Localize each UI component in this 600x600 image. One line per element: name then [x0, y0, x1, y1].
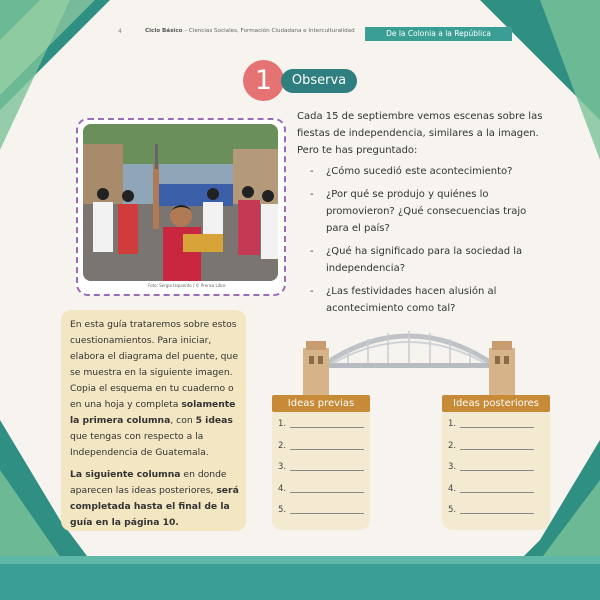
instructions-paragraph-1: En esta guía trataremos sobre estos cuestionamientos. Para iniciar, elabora el diagrama del puente, que se muestra en la siguiente imagen. Copia el esquema en tu cuaderno o en una hoja y completa solamente la primera columna, con 5 ideas que tengas con respecto a la Independencia de Guatemala. [70, 319, 238, 458]
list-item: 5. [448, 503, 536, 525]
list-item: - ¿Qué ha significado para la sociedad la independencia? [310, 246, 523, 274]
bridge-illustration [298, 326, 520, 396]
instructions-paragraph-2: La siguiente columna en donde aparecen las ideas posteriores, será completada hasta el final de la guía en la página 10. [70, 469, 239, 528]
ideas-previas-title: Ideas previas [272, 395, 370, 412]
list-item: 4. [448, 482, 536, 504]
page-number: 4 [118, 28, 122, 35]
ideas-previas-box [272, 395, 370, 530]
list-item: 5. [278, 503, 366, 525]
list-item: 3. [448, 460, 536, 482]
list-item: 4. [278, 482, 366, 504]
unit-title: De la Colonia a la República [365, 27, 512, 41]
ideas-posteriores-title: Ideas posteriores [442, 395, 550, 412]
ideas-posteriores-box [442, 395, 550, 530]
section-title: Observa [281, 69, 357, 93]
series-title: Ciclo Básico – Ciencias Sociales, Formación Ciudadana e Interculturalidad [145, 28, 355, 34]
ideas-posteriores-list [448, 417, 536, 525]
question-list [310, 163, 550, 323]
list-item: - ¿Por qué se produjo y quiénes lo promovieron? ¿Qué consecuencias trajo para el país? [310, 189, 527, 234]
list-item: - ¿Cómo sucedió este acontecimiento? [310, 166, 513, 177]
list-item: 1. [278, 417, 366, 439]
parade-photo [83, 124, 278, 281]
page-header [118, 27, 512, 41]
photo-caption: Foto: Sergio Izquierdo / © Prensa Libre [148, 283, 226, 288]
section-number: 1 [243, 60, 284, 101]
list-item: 1. [448, 417, 536, 439]
list-item: 3. [278, 460, 366, 482]
list-item: 2. [448, 439, 536, 461]
instructions-text [70, 317, 242, 537]
list-item: 2. [278, 439, 366, 461]
list-item: - ¿Las festividades hacen alusión al acontecimiento como tal? [310, 286, 497, 314]
intro-text: Cada 15 de septiembre vemos escenas sobre las fiestas de independencia, similares a la imagen. Pero te has preguntado: [297, 111, 543, 156]
ideas-previas-list [278, 417, 366, 525]
